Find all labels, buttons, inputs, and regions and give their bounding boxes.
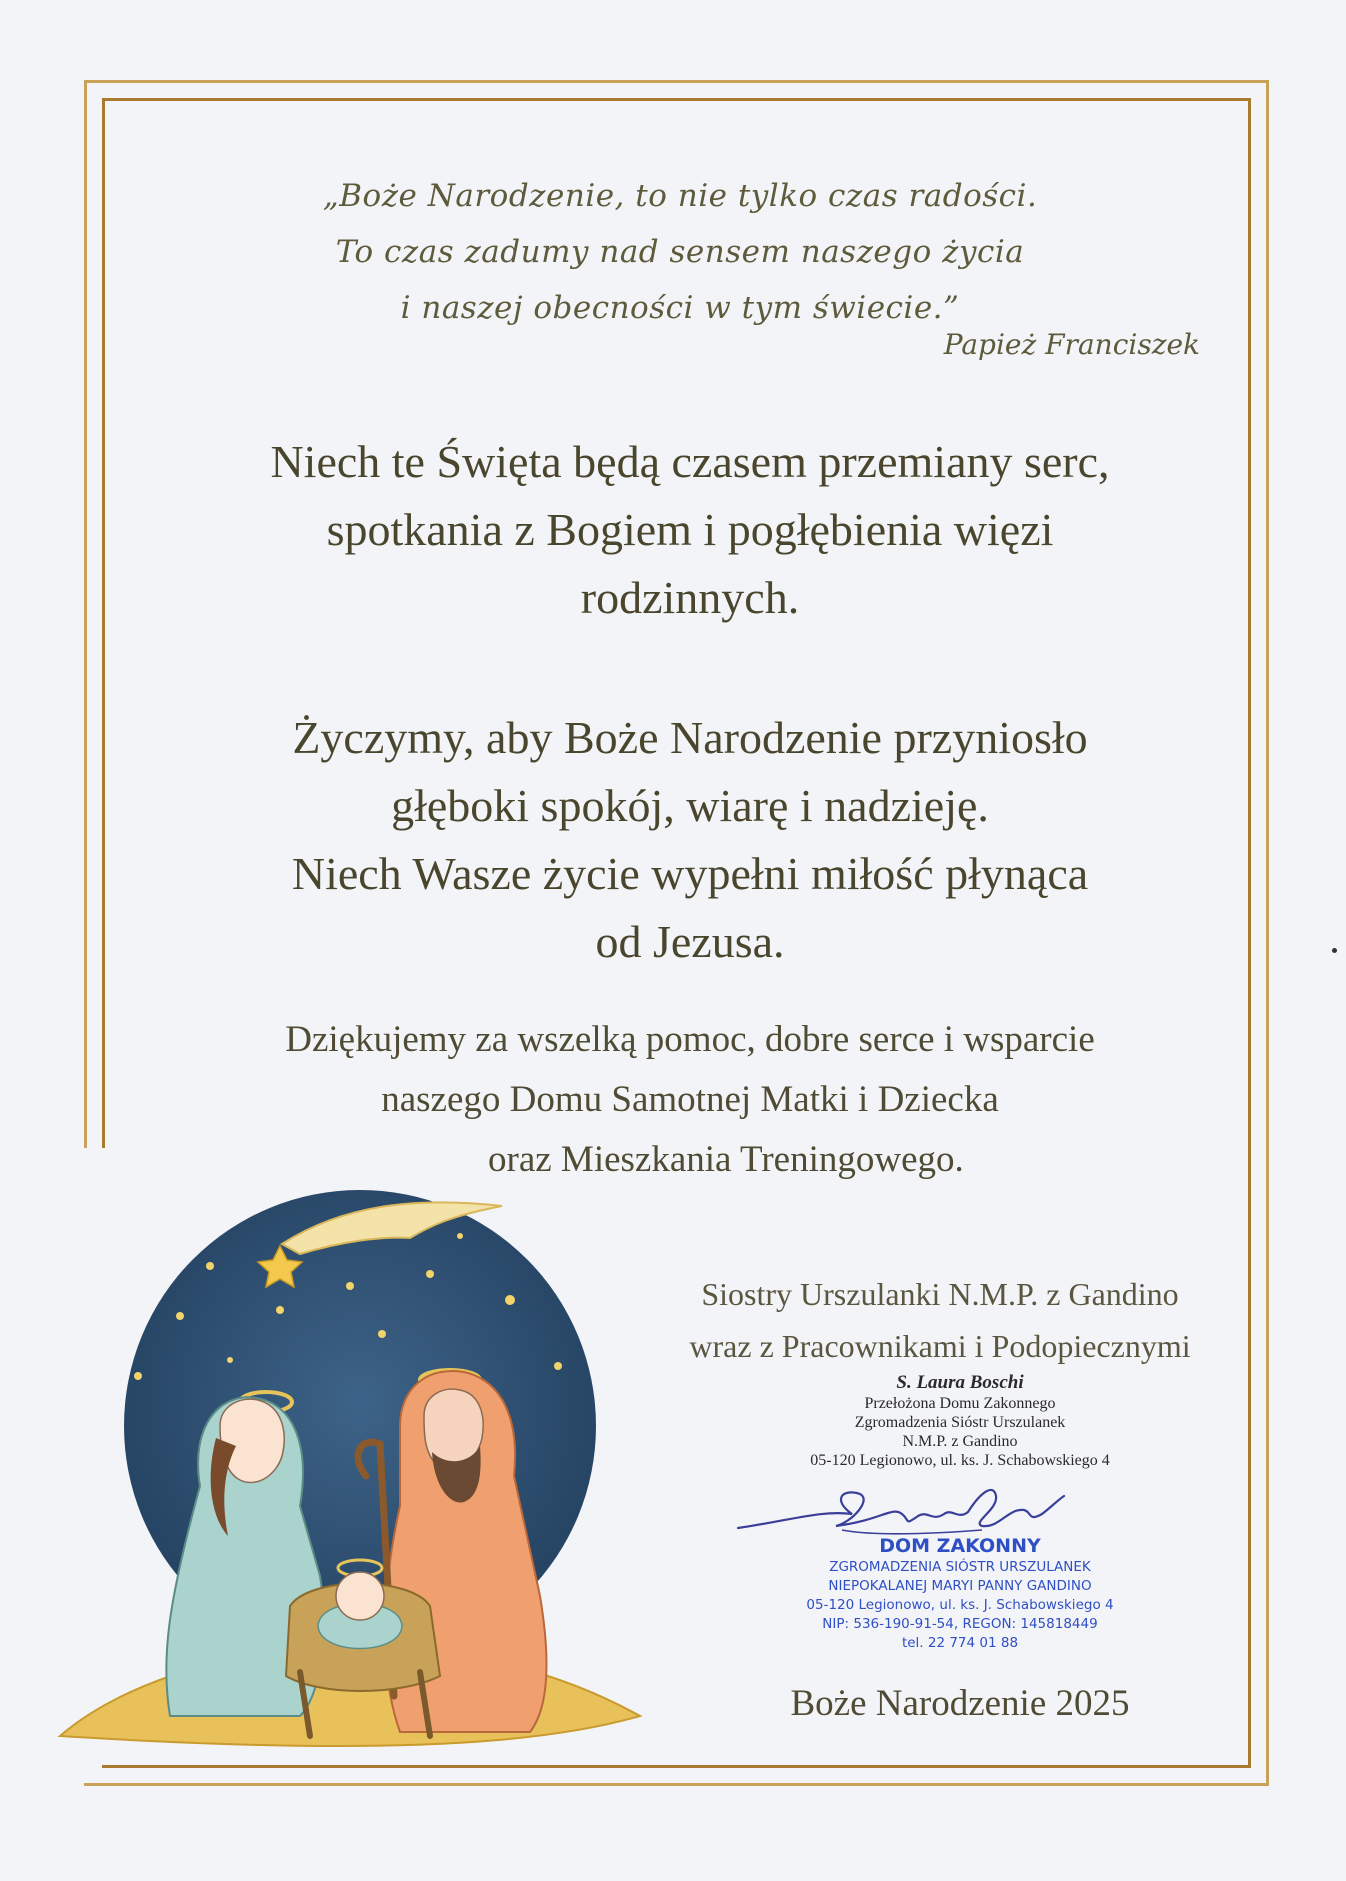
sender-block [640, 1268, 1240, 1372]
house-stamp-line: NIEPOKALANEJ MARYI PANNY GANDINO [828, 1578, 1092, 1594]
superior-stamp-line: Zgromadzenia Sióstr Urszulanek [854, 1414, 1066, 1431]
superior-name: S. Laura Boschi [896, 1372, 1024, 1393]
house-stamp-title: DOM ZAKONNY [879, 1535, 1041, 1557]
house-stamp [750, 1534, 1170, 1653]
thanks-line: Dziękujemy za wszelką pomoc, dobre serce i wsparcie [285, 1019, 1095, 1060]
house-stamp-line: ZGROMADZENIA SIÓSTR URSZULANEK [829, 1559, 1091, 1575]
wish-line: głęboki spokój, wiarę i nadzieję. [391, 780, 989, 831]
wish-line: Niech te Święta będą czasem przemiany serc, [270, 436, 1110, 487]
wish-line: spotkania z Bogiem i pogłębienia więzi [326, 504, 1054, 555]
wish-line: od Jezusa. [595, 916, 785, 967]
thanks-paragraph [150, 1010, 1230, 1190]
thanks-line: oraz Mieszkania Treningowego. [488, 1139, 964, 1180]
superior-stamp-line: 05-120 Legionowo, ul. ks. J. Schabowskiego 4 [810, 1452, 1110, 1469]
quote [220, 168, 1140, 336]
quote-line: i naszej obecności w tym świecie.” [400, 290, 960, 326]
wish-paragraph-1 [150, 428, 1230, 632]
sender-line: wraz z Pracownikami i Podopiecznymi [689, 1328, 1191, 1364]
quote-author: Papież Franciszek [943, 328, 1200, 361]
superior-stamp-line: N.M.P. z Gandino [902, 1433, 1018, 1450]
sender-line: Siostry Urszulanki N.M.P. z Gandino [701, 1276, 1179, 1312]
wish-line: rodzinnych. [580, 572, 800, 623]
wish-line: Życzymy, aby Boże Narodzenie przyniosło [292, 712, 1088, 763]
nativity-illustration [50, 1176, 650, 1756]
card-date: Boże Narodzenie 2025 [790, 1683, 1130, 1724]
superior-stamp-line: Przełożona Domu Zakonnego [864, 1395, 1056, 1412]
quote-line: „Boże Narodzenie, to nie tylko czas radości. [322, 178, 1038, 214]
quote-line: To czas zadumy nad sensem naszego życia [335, 234, 1025, 270]
wish-line: Niech Wasze życie wypełni miłość płynąca [291, 848, 1089, 899]
handwritten-signature [732, 1470, 1072, 1542]
frame-inner-left [102, 98, 105, 1148]
frame-outer-left [84, 80, 87, 1148]
thanks-line: naszego Domu Samotnej Matki i Dziecka [381, 1079, 999, 1120]
house-stamp-line: NIP: 536-190-91-54, REGON: 145818449 [822, 1616, 1098, 1632]
superior-stamp [760, 1372, 1160, 1470]
paper-speck [1332, 948, 1337, 953]
house-stamp-line: tel. 22 774 01 88 [901, 1635, 1019, 1651]
wish-paragraph-2 [150, 704, 1230, 976]
house-stamp-line: 05-120 Legionowo, ul. ks. J. Schabowskiego 4 [806, 1597, 1114, 1613]
